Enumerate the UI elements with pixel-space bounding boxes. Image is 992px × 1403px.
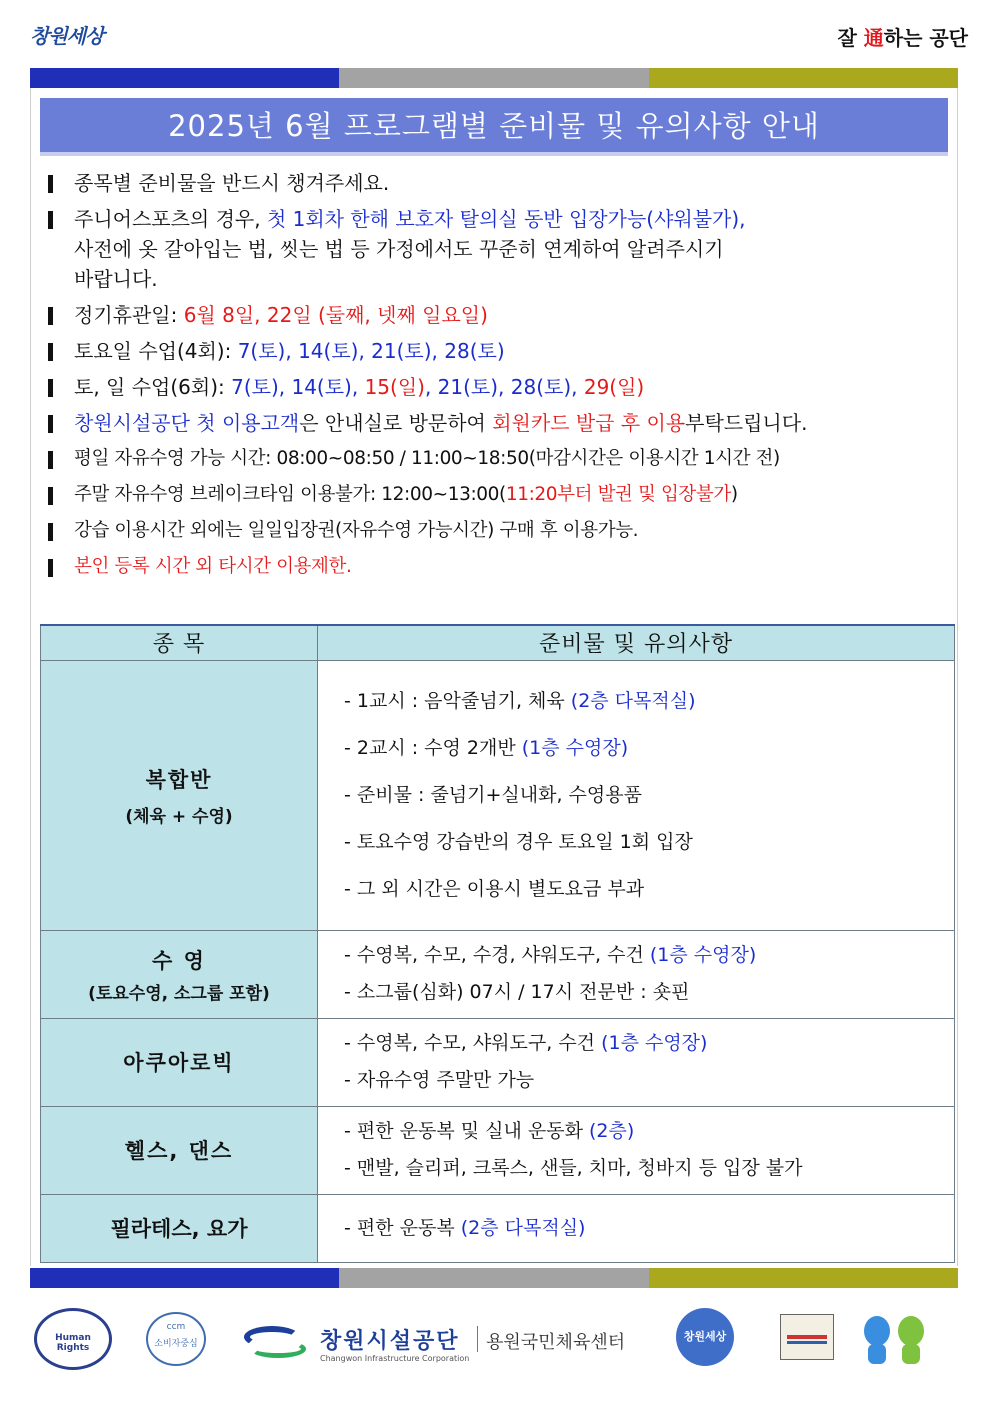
list-item: - 토요수영 강습반의 경우 토요일 1회 입장	[344, 830, 693, 853]
table-row	[41, 930, 955, 1018]
program-table	[40, 624, 955, 1263]
bullet-bar-icon	[48, 559, 53, 577]
mascot-green-icon	[898, 1316, 924, 1346]
corp-emblem-icon	[244, 1326, 306, 1360]
bullet-bar-icon	[48, 379, 53, 397]
list-item: - 수영복, 수모, 수경, 샤워도구, 수건 (1층 수영장)	[344, 944, 757, 966]
human-rights-logo: Human Rights	[34, 1308, 112, 1370]
bottom-color-stripe	[30, 1268, 958, 1288]
bullet-bar-icon	[48, 523, 53, 541]
table-row	[41, 660, 955, 930]
column-header-category: 종 목	[41, 625, 318, 660]
notice-item: 종목별 준비물을 반드시 챙겨주세요.	[46, 168, 946, 198]
page-title: 2025년 6월 프로그램별 준비물 및 유의사항 안내	[40, 98, 948, 156]
ccm-logo: ccm 소비자중심	[146, 1312, 206, 1366]
mascot-green-body-icon	[902, 1344, 920, 1364]
notice-item: 주말 자유수영 브레이크타임 이용불가: 12:00~13:00(11:20부터 발권 및 입장불가)	[46, 480, 946, 510]
notice-item: 주니어스포츠의 경우, 첫 1회차 한해 보호자 탈의실 동반 입장가능(샤워불가), 사전에 옷 갈아입는 법, 씻는 법 등 가정에서도 꾸준히 연계하여 알려주시기 바랍니다.	[46, 204, 946, 294]
category-cell: 수 영 (토요수영, 소그룹 포함)	[41, 930, 318, 1018]
notice-item: 토요일 수업(4회): 7(토), 14(토), 21(토), 28(토)	[46, 336, 946, 366]
list-item: - 소그룹(심화) 07시 / 17시 전문반 : 숏핀	[344, 981, 690, 1003]
list-item: - 자유수영 주말만 가능	[344, 1069, 535, 1091]
list-item: - 준비물 : 줄넘기+실내화, 수영용품	[344, 783, 642, 806]
items-cell	[318, 1018, 955, 1106]
category-cell: 아쿠아로빅	[41, 1018, 318, 1106]
category-cell: 필라테스, 요가	[41, 1194, 318, 1262]
notice-item: 평일 자유수영 가능 시간: 08:00~08:50 / 11:00~18:50(마감시간은 이용시간 1시간 전)	[46, 444, 946, 474]
footer-logos	[30, 1300, 958, 1380]
bullet-bar-icon	[48, 415, 53, 433]
list-item: - 1교시 : 음악줄넘기, 체육 (2층 다목적실)	[344, 689, 696, 712]
notice-item: 정기휴관일: 6월 8일, 22일 (둘째, 넷째 일요일)	[46, 300, 946, 330]
table-row	[41, 1194, 955, 1262]
list-item: - 맨발, 슬리퍼, 크록스, 샌들, 치마, 청바지 등 입장 불가	[344, 1157, 803, 1179]
city-logo	[30, 20, 103, 49]
center-name: 용원국민체육센터	[486, 1332, 626, 1353]
city-logo-text: 창원세상	[30, 24, 104, 48]
corp-name: 창원시설공단	[320, 1329, 460, 1354]
certificate-icon	[780, 1314, 834, 1360]
list-item: - 그 외 시간은 이용시 별도요금 부과	[344, 877, 645, 900]
notice-item: 토, 일 수업(6회): 7(토), 14(토), 15(일), 21(토), 28(토), 29(일)	[46, 372, 946, 402]
items-cell	[318, 930, 955, 1018]
bullet-bar-icon	[48, 451, 53, 469]
list-item: - 편한 운동복 및 실내 운동화 (2층)	[344, 1120, 635, 1142]
table-row	[41, 1018, 955, 1106]
mascot-blue-icon	[864, 1316, 890, 1346]
bullet-bar-icon	[48, 487, 53, 505]
city-brand-logo: 창원세상	[676, 1308, 734, 1366]
bullet-bar-icon	[48, 175, 53, 193]
corp-sub: Changwon Infrastructure Corporation	[320, 1354, 470, 1363]
notice-list	[46, 168, 946, 588]
items-cell	[318, 1194, 955, 1262]
list-item: - 2교시 : 수영 2개반 (1층 수영장)	[344, 736, 629, 759]
bullet-bar-icon	[48, 307, 53, 325]
items-cell	[318, 660, 955, 930]
mascot-blue-body-icon	[868, 1344, 886, 1364]
notice-item: 강습 이용시간 외에는 일일입장권(자유수영 가능시간) 구매 후 이용가능.	[46, 516, 946, 546]
items-cell	[318, 1106, 955, 1194]
footer-divider	[477, 1326, 478, 1352]
column-header-items: 준비물 및 유의사항	[318, 625, 955, 660]
table-row	[41, 1106, 955, 1194]
bullet-bar-icon	[48, 343, 53, 361]
notice-item: 창원시설공단 첫 이용고객은 안내실로 방문하여 회원카드 발급 후 이용부탁드립니다.	[46, 408, 946, 438]
slogan: 잘 通하는 공단	[837, 26, 968, 50]
category-cell: 복합반 (체육 + 수영)	[41, 660, 318, 930]
notice-item: 본인 등록 시간 외 타시간 이용제한.	[46, 552, 946, 582]
bullet-bar-icon	[48, 211, 53, 229]
top-color-stripe	[30, 68, 958, 88]
category-cell: 헬스, 댄스	[41, 1106, 318, 1194]
list-item: - 편한 운동복 (2층 다목적실)	[344, 1216, 586, 1239]
list-item: - 수영복, 수모, 샤워도구, 수건 (1층 수영장)	[344, 1032, 708, 1054]
